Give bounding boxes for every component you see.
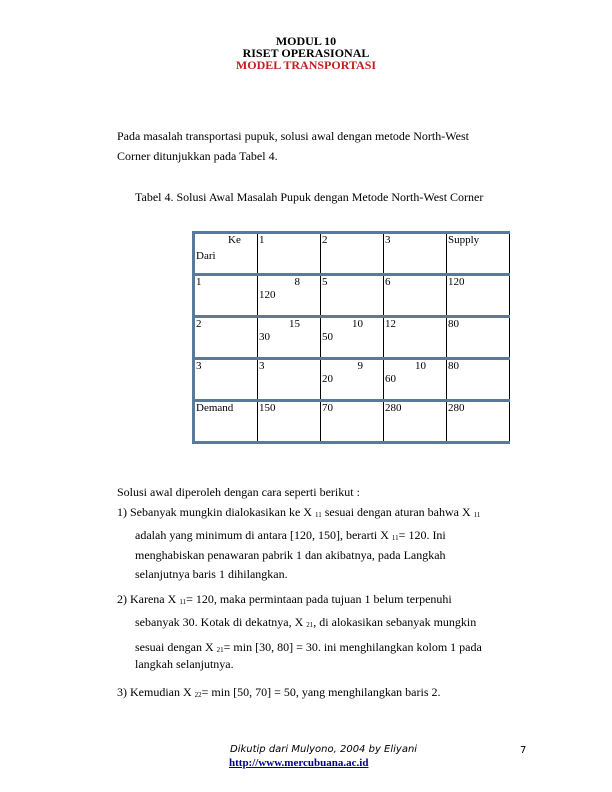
footer-citation: Dikutip dari Mulyono, 2004 by Eliyani (230, 744, 418, 755)
step-2-line: 2) Karena X $_{11}$= 120, maka permintaan pada tujuan 1 belum terpenuhi (117, 592, 452, 606)
supply-cell: 80 (447, 359, 510, 401)
steps-intro: Solusi awal diperoleh dengan cara seperti berikut : (117, 485, 360, 499)
step-1-line: adalah yang minimum di antara [120, 150], berarti X $_{11}$= 120. Ini (135, 528, 446, 542)
step-2-line: langkah selanjutnya. (135, 657, 234, 671)
table-row (194, 275, 510, 317)
demand-row (194, 401, 510, 443)
step-3-line: 3) Kemudian X $_{22}$= min [50, 70] = 50, yang menghilangkan baris 2. (117, 685, 441, 699)
cost: 8 (294, 276, 300, 288)
allocation: 50 (322, 331, 333, 343)
transport-table (192, 231, 510, 444)
module-number: MODUL 10 (275, 34, 337, 48)
supply-cell: 80 (447, 317, 510, 359)
table-cell (321, 317, 384, 359)
table-cell (258, 317, 321, 359)
demand-cell: 280 (384, 401, 447, 443)
cost: 12 (385, 318, 396, 330)
cost: 6 (385, 276, 391, 288)
allocation: 60 (385, 373, 396, 385)
course-title: RISET OPERASIONAL (242, 46, 370, 60)
total-cell: 280 (447, 401, 510, 443)
intro-line: Corner ditunjukkan pada Tabel 4. (117, 149, 278, 163)
cost: 10 (352, 318, 363, 330)
table-row (194, 317, 510, 359)
step-1-line: selanjutnya baris 1 dihilangkan. (135, 567, 288, 581)
allocation: 30 (259, 331, 270, 343)
step-1-line: menghabiskan penawaran pabrik 1 dan akibatnya, pada Langkah (135, 548, 446, 562)
page-number: 7 (520, 745, 527, 756)
intro-paragraph (117, 126, 497, 166)
chapter-title: MODEL TRANSPORTASI (235, 58, 377, 72)
row-label: Demand (194, 401, 258, 443)
table-cell (321, 359, 384, 401)
to-label: Ke (228, 234, 241, 246)
column-header: Supply (447, 233, 510, 275)
corner-cell (194, 233, 258, 275)
demand-cell: 70 (321, 401, 384, 443)
table-caption: Tabel 4. Solusi Awal Masalah Pupuk dengan Metode North-West Corner (135, 190, 484, 204)
document-header (0, 35, 612, 71)
table-cell (384, 317, 447, 359)
cost: 9 (357, 360, 363, 372)
demand-cell: 150 (258, 401, 321, 443)
table-cell (384, 275, 447, 317)
allocation: 20 (322, 373, 333, 385)
step-1-line: 1) Sebanyak mungkin dialokasikan ke X $_{11}$ sesuai dengan aturan bahwa X $_{11}$ (117, 505, 481, 519)
column-header: 1 (258, 233, 321, 275)
table-header-row (194, 233, 510, 275)
table-row (194, 359, 510, 401)
step-2-line: sesuai dengan X $_{21}$= min [30, 80] = 30. ini menghilangkan kolom 1 pada (135, 640, 482, 654)
row-label: 1 (194, 275, 258, 317)
table-cell (321, 275, 384, 317)
footer-link[interactable]: http://www.mercubuana.ac.id (229, 757, 369, 769)
table-cell (258, 275, 321, 317)
step-2-line: sebanyak 30. Kotak di dekatnya, X $_{21}$, di alokasikan sebanyak mungkin (135, 615, 477, 629)
table-cell (258, 359, 321, 401)
table-cell (384, 359, 447, 401)
intro-line: Pada masalah transportasi pupuk, solusi awal dengan metode North-West (117, 129, 469, 143)
allocation: 120 (259, 289, 276, 301)
column-header: 3 (384, 233, 447, 275)
from-label: Dari (196, 250, 216, 262)
supply-cell: 120 (447, 275, 510, 317)
cost: 10 (415, 360, 426, 372)
cost: 15 (289, 318, 300, 330)
row-label: 3 (194, 359, 258, 401)
column-header: 2 (321, 233, 384, 275)
cost: 5 (322, 276, 328, 288)
row-label: 2 (194, 317, 258, 359)
cost: 3 (259, 360, 265, 372)
